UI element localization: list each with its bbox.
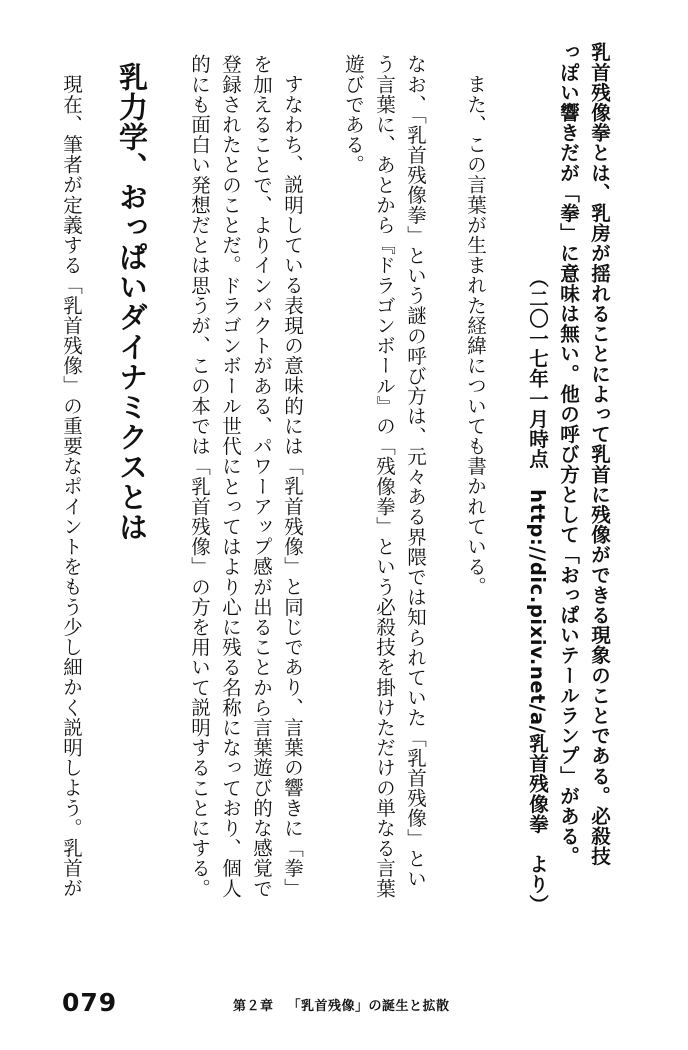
section-heading: 乳力学、おっぱいダイナミクスとは bbox=[115, 62, 149, 542]
paragraph-4-line-1: 現在、筆者が定義する「乳首残像」の重要なポイントをもう少し細かく説明しよう。乳首が bbox=[60, 74, 83, 899]
running-head-chapter: 第２章 bbox=[233, 999, 274, 1014]
paragraph-3-line-1: すなわち、説明している表現の意味的には「乳首残像」と同じであり、言葉の響きに「拳」 bbox=[281, 74, 304, 899]
definition-line-2: っぽい響きだが「拳」に意味は無い。他の呼び方として「おっぱいテールランプ」がある。 bbox=[557, 42, 580, 867]
running-head-title: 「乳首残像」の誕生と拡散 bbox=[287, 999, 450, 1014]
definition-line-1: 乳首残像拳とは、乳房が揺れることによって乳首に残像ができる現象のことである。必殺技 bbox=[588, 42, 611, 867]
paragraph-2-line-2: う言葉に、あとから『ドラゴンボール』の「残像拳」という必殺技を掛けただけの単なる言葉 bbox=[373, 54, 396, 899]
page-number: 079 bbox=[62, 988, 118, 1017]
definition-source: （二〇一七年一月時点 http://dic.pixiv.net/a/乳首残像拳 より） bbox=[526, 268, 549, 915]
paragraph-2-line-1: なお、「乳首残像拳」という謎の呼び方は、元々ある界隈では知られていた「乳首残像」とい bbox=[404, 54, 427, 889]
paragraph-3-line-4: 的にも面白い発想だとは思うが、この本では「乳首残像」の方を用いて説明することにする。 bbox=[188, 54, 211, 899]
paragraph-1-line-1: また、この言葉が生まれた経緯についても書かれている。 bbox=[464, 74, 487, 597]
paragraph-3-line-3: 登録されたとのことだ。ドラゴンボール世代にとってはより心に残る名称になっており、個人 bbox=[219, 54, 242, 899]
paragraph-2-line-3: 遊びである。 bbox=[342, 54, 365, 175]
running-head bbox=[233, 995, 450, 1014]
paragraph-3-line-2: を加えることで、よりインパクトがある、パワーアップ感が出ることから言葉遊び的な感覚で bbox=[250, 54, 273, 899]
